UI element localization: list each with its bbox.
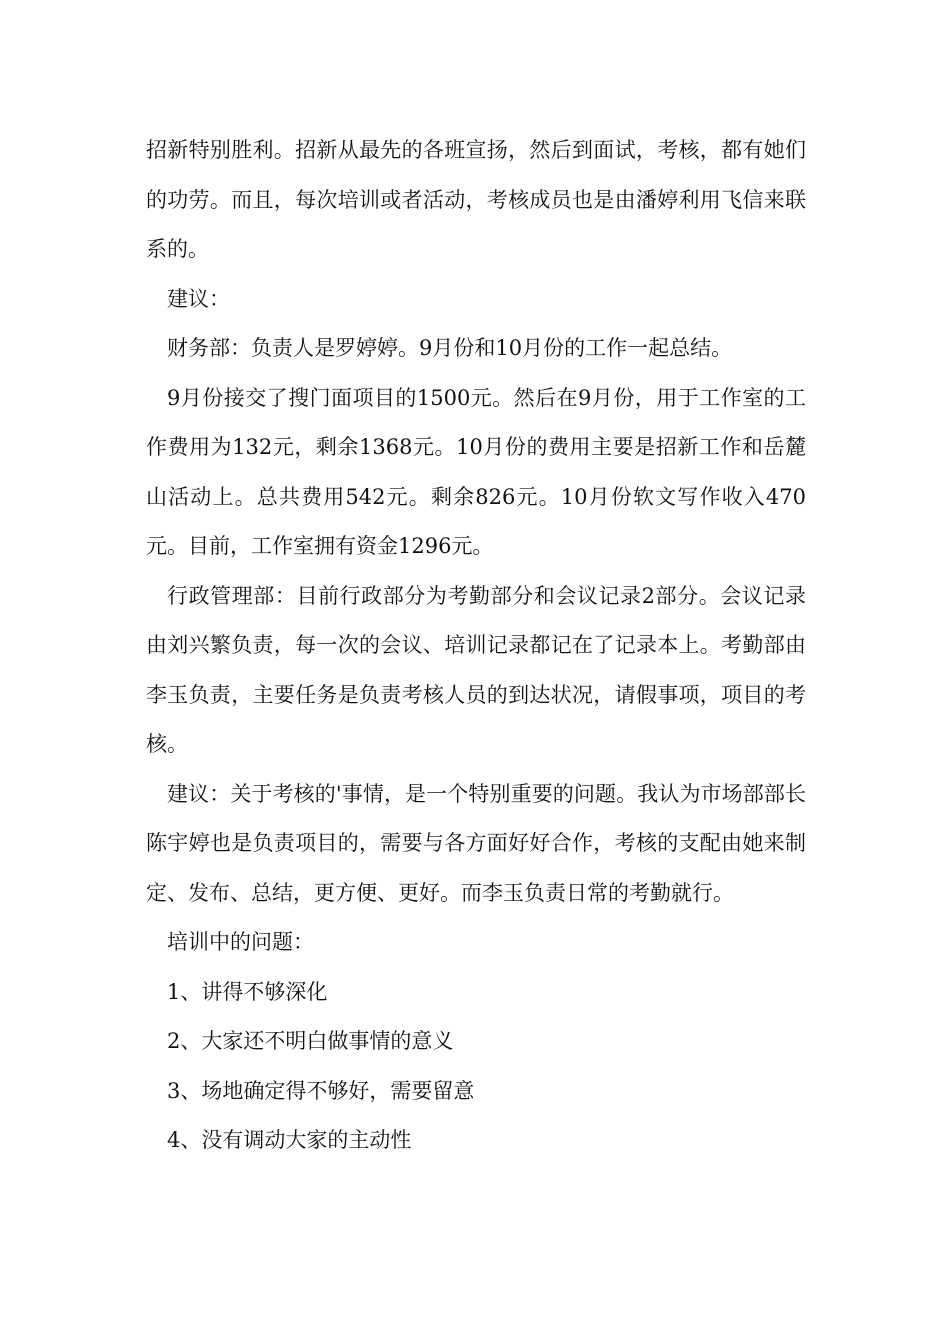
paragraph-assessment-suggestion: 建议：关于考核的'事情，是一个特别重要的问题。我认为市场部部长陈宇婷也是负责项目的，需要与各方面好好合作，考核的支配由她来制定、发布、总结，更方便、更好。而李玉负责日常的考勤就行。 [146,781,806,905]
document-body [146,126,806,1166]
list-item-issue-4: 4、没有调动大家的主动性 [167,1128,412,1152]
paragraph-suggestion-heading: 建议： [167,286,230,311]
paragraph-admin-department: 行政管理部：目前行政部分为考勤部分和会议记录2部分。会议记录由刘兴繁负责，每一次的会议、培训记录都记在了记录本上。考勤部由李玉负责，主要任务是负责考核人员的到达状况，请假事项，项目的考核。 [146,583,806,756]
paragraph-finance-details: 9月份接交了搜门面项目的1500元。然后在9月份，用于工作室的工作费用为132元，剩余1368元。10月份的费用主要是招新工作和岳麓山活动上。总共费用542元。剩余826元。10月份软文写作收入470元。目前，工作室拥有资金1296元。 [146,385,806,558]
list-item-issue-1: 1、讲得不够深化 [167,979,328,1004]
list-item-issue-3: 3、场地确定得不够好，需要留意 [167,1078,475,1103]
list-item-issue-2: 2、大家还不明白做事情的意义 [167,1029,454,1053]
paragraph-training-issues-heading: 培训中的问题： [167,930,314,954]
paragraph-recruitment-summary: 招新特别胜利。招新从最先的各班宣扬，然后到面试，考核，都有她们的功劳。而且，每次培训或者活动，考核成员也是由潘婷利用飞信来联系的。 [146,138,806,261]
paragraph-finance-department: 财务部：负责人是罗婷婷。9月份和10月份的工作一起总结。 [167,336,733,360]
